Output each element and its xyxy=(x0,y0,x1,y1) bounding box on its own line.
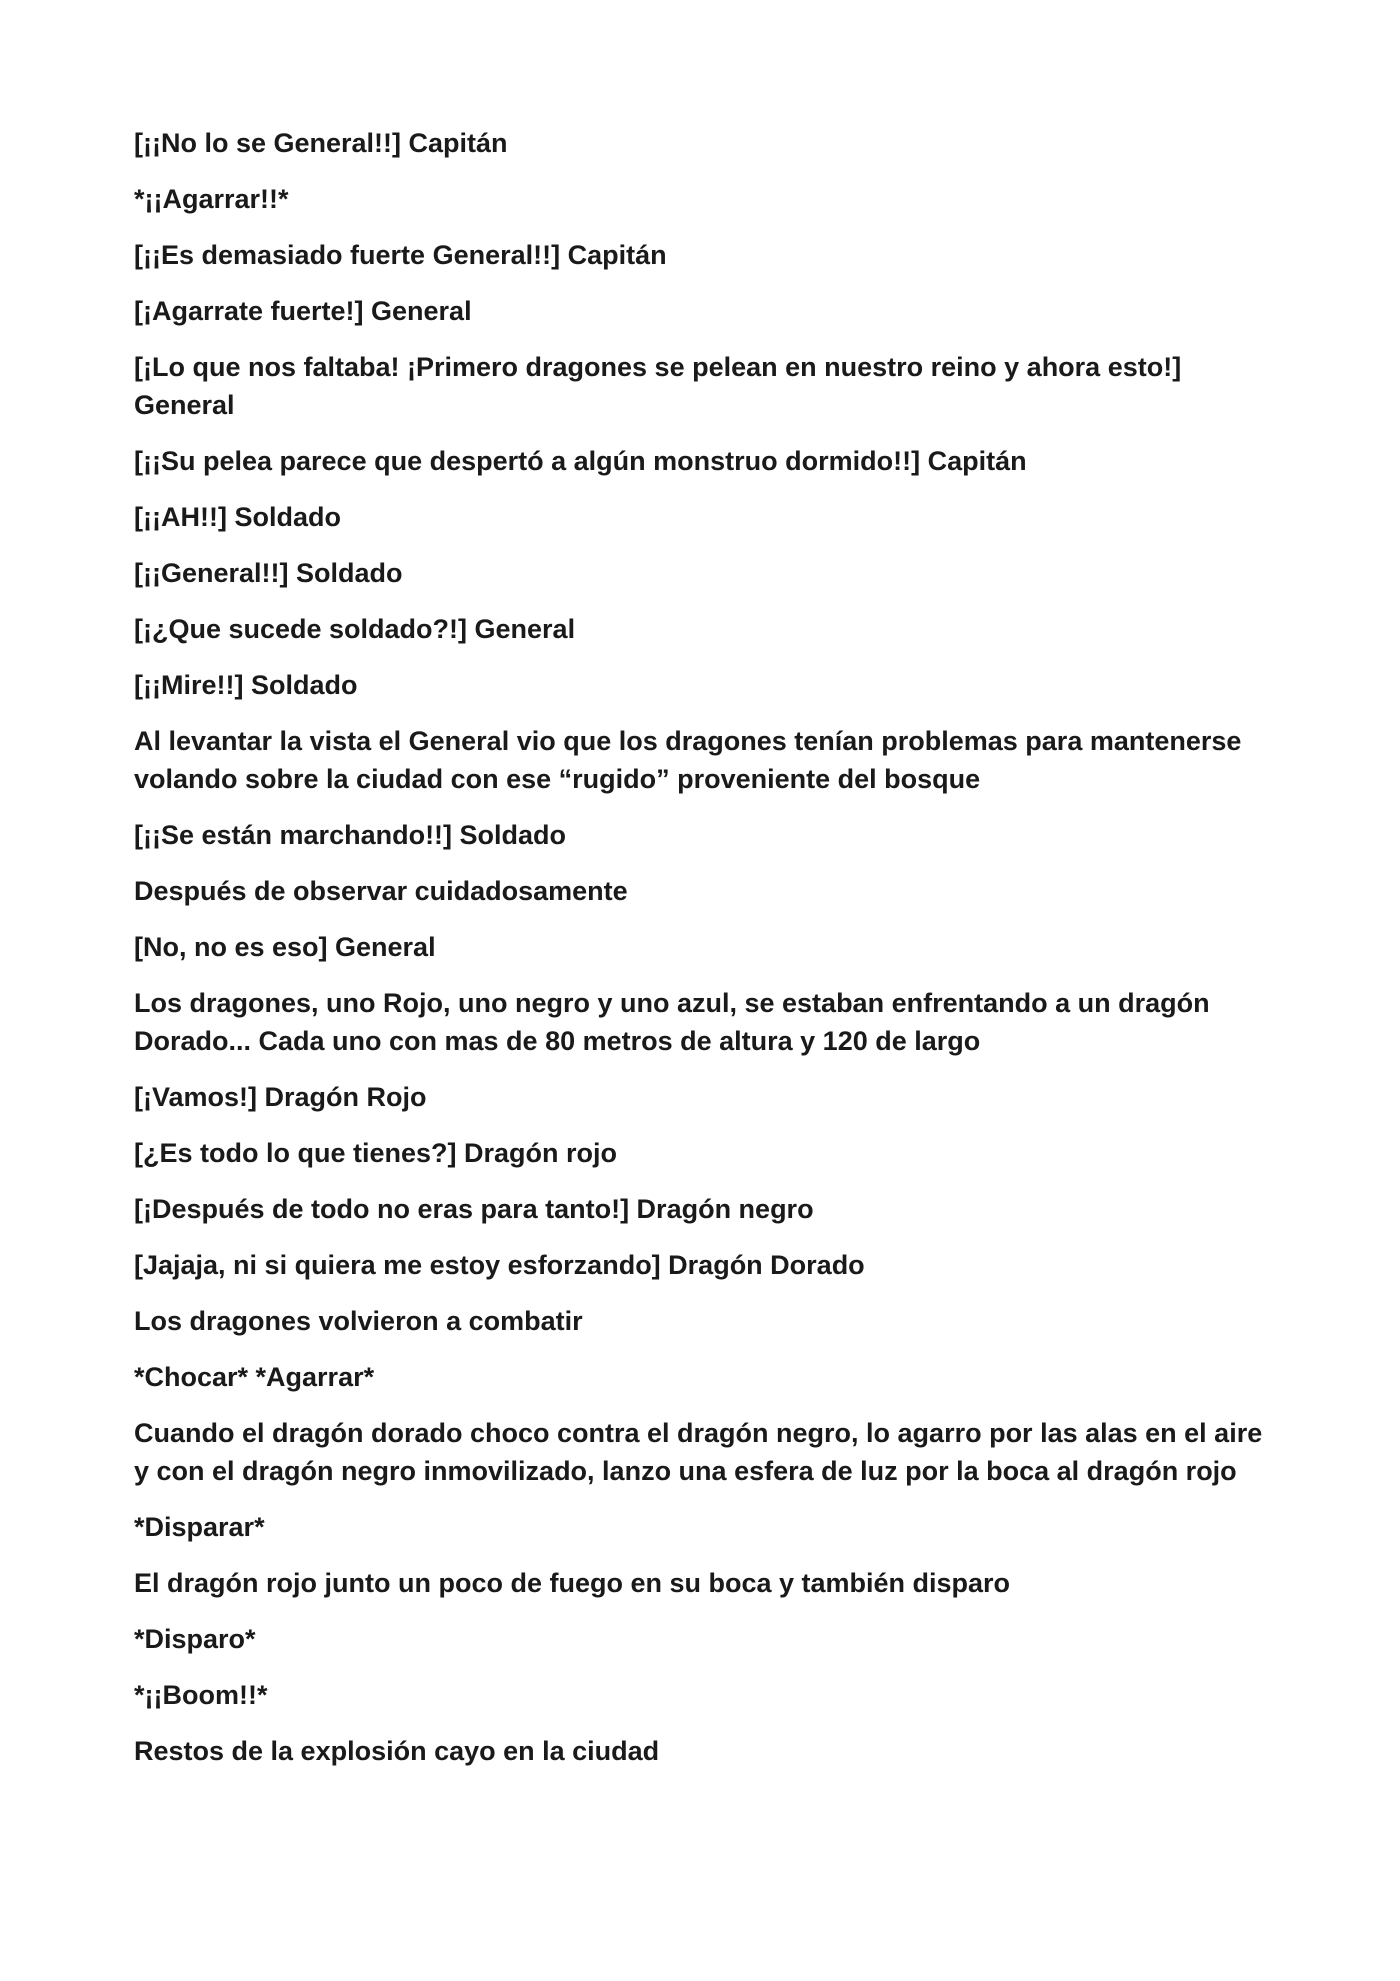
text-line: *Chocar* *Agarrar* xyxy=(134,1362,375,1392)
text-line: [¡¡No lo se General!!] Capitán xyxy=(134,128,508,158)
text-line: Al levantar la vista el General vio que los dragones tenían problemas para mantenerse volando sobre la ciudad con ese “rugido” proveniente del bosque xyxy=(134,726,1242,794)
text-line: [¡¡General!!] Soldado xyxy=(134,558,403,588)
text-line: [¡Vamos!] Dragón Rojo xyxy=(134,1082,427,1112)
text-line: *Disparo* xyxy=(134,1624,256,1654)
text-line: [¡Agarrate fuerte!] General xyxy=(134,296,472,326)
text-line: [¡¡Se están marchando!!] Soldado xyxy=(134,820,567,850)
text-line: [¡¡Es demasiado fuerte General!!] Capitán xyxy=(134,240,667,270)
text-line: [¡¡Su pelea parece que despertó a algún monstruo dormido!!] Capitán xyxy=(134,446,1027,476)
document-page xyxy=(134,124,1284,1788)
text-line: [¡¡AH!!] Soldado xyxy=(134,502,341,532)
text-line: [¿Es todo lo que tienes?] Dragón rojo xyxy=(134,1138,617,1168)
text-line: [¡¡Mire!!] Soldado xyxy=(134,670,358,700)
text-line: *¡¡Agarrar!!* xyxy=(134,184,289,214)
text-line: [¡¿Que sucede soldado?!] General xyxy=(134,614,576,644)
text-line: Después de observar cuidadosamente xyxy=(134,876,628,906)
text-line: *¡¡Boom!!* xyxy=(134,1680,268,1710)
text-line: Restos de la explosión cayo en la ciudad xyxy=(134,1736,660,1766)
text-line: Los dragones, uno Rojo, uno negro y uno azul, se estaban enfrentando a un dragón Dorado... Cada uno con mas de 80 metros de altura y 120 de largo xyxy=(134,988,1210,1056)
text-line: *Disparar* xyxy=(134,1512,265,1542)
text-line: El dragón rojo junto un poco de fuego en su boca y también disparo xyxy=(134,1568,1011,1598)
text-line: [No, no es eso] General xyxy=(134,932,436,962)
text-line: [¡Lo que nos faltaba! ¡Primero dragones se pelean en nuestro reino y ahora esto!] General xyxy=(134,352,1182,420)
text-line: Los dragones volvieron a combatir xyxy=(134,1306,583,1336)
text-line: [Jajaja, ni si quiera me estoy esforzando] Dragón Dorado xyxy=(134,1250,865,1280)
text-line: [¡Después de todo no eras para tanto!] Dragón negro xyxy=(134,1194,814,1224)
text-line: Cuando el dragón dorado choco contra el dragón negro, lo agarro por las alas en el aire y con el dragón negro inmovilizado, lanzo una esfera de luz por la boca al dragón rojo xyxy=(134,1418,1263,1486)
